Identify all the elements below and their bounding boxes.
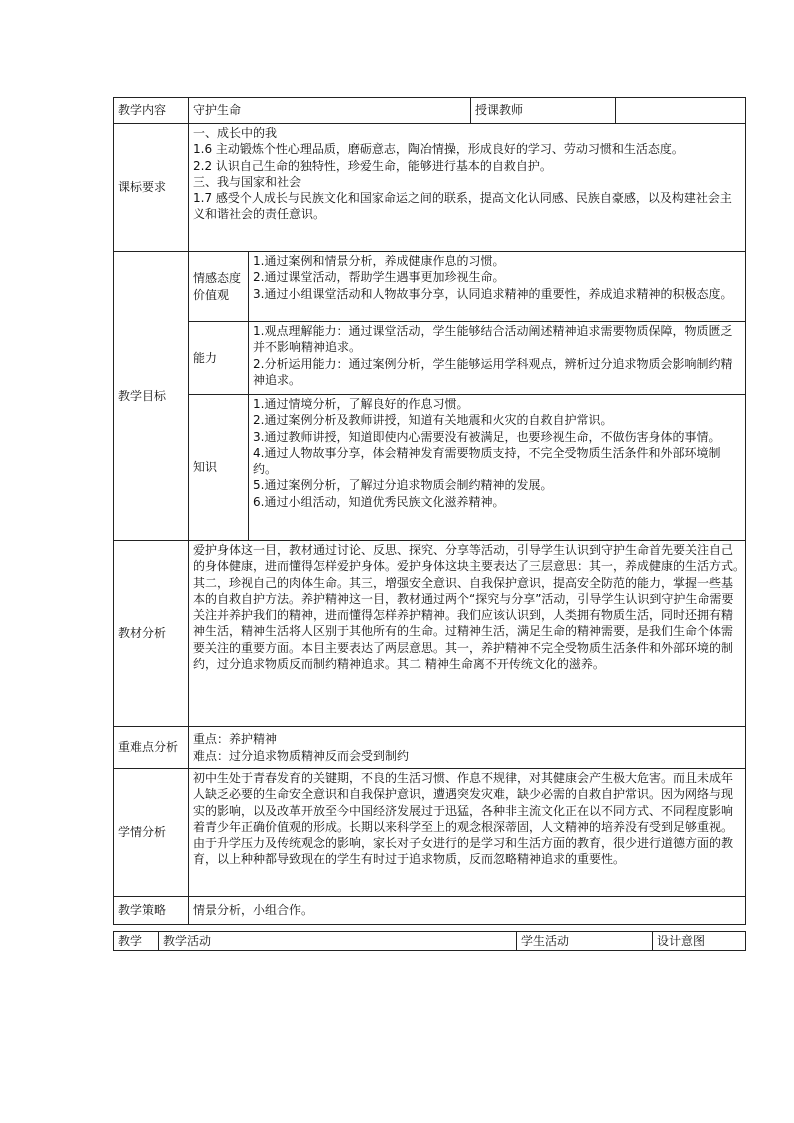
standards-line: 一、成长中的我 xyxy=(193,126,278,140)
ability-line: 1.观点理解能力：通过课堂活动，学生能够结合活动阐述精神追求需要物质保障，物质匮乏并不影响精神追求。 xyxy=(253,324,733,355)
label-students: 学情分析 xyxy=(114,769,189,897)
ability-cell xyxy=(249,322,746,395)
standards-cell xyxy=(189,124,746,252)
students-text: 初中生处于青春发育的关键期，不良的生活习惯、作息不规律，对其健康会产生极大危害。而且未成年人缺乏必要的生命安全意识和自我保护意识，遭遇突发灾难，缺少必需的自救自护常识。因为网络与现实的影响，以及改革开放至今中国经济发展过于迅猛，各种非主流文化正在以不同方式、不同程度影响着青少年正确价值观的形成。长期以来科学至上的观念根深蒂固，人文精神的培养没有受到足够重视。由于升学压力及传统观念的影响，家长对子女进行的是学习和生活方面的教育，很少进行道德方面的教育，以上种种都导致现在的学生有时过于追求物质，反而忽略精神追求的重要性。 xyxy=(189,769,746,897)
emotion-line: 3.通过小组课堂活动和人物故事分享，认同追求精神的重要性，养成追求精神的积极态度。 xyxy=(253,286,733,301)
goal-knowledge-row xyxy=(114,395,746,541)
students-row xyxy=(114,769,746,897)
header-row xyxy=(114,98,746,124)
keypoints-row xyxy=(114,727,746,769)
activity-header-table xyxy=(113,931,746,951)
keypoints-cell xyxy=(189,727,746,769)
knowledge-line: 5.通过案例分析，了解过分追求物质会制约精神的发展。 xyxy=(253,478,553,493)
difficult-point: 难点：过分追求物质精神反而会受到制约 xyxy=(193,748,410,763)
ability-line: 2.分析运用能力：通过案例分析，学生能够运用学科观点，辨析过分追求物质会影响制约精神追求。 xyxy=(253,356,733,387)
key-point: 重点：养护精神 xyxy=(193,732,278,747)
knowledge-line: 2.通过案例分析及教师讲授，知道有关地震和火灾的自救自护常识。 xyxy=(253,413,613,428)
label-ability: 能力 xyxy=(189,322,249,395)
label-material: 教材分析 xyxy=(114,541,189,727)
label-knowledge: 知识 xyxy=(189,395,249,541)
standards-row xyxy=(114,124,746,252)
label-content: 教学内容 xyxy=(114,98,189,124)
strategy-row xyxy=(114,897,746,925)
activity-header-row xyxy=(114,932,746,951)
standards-line: 1.6 主动锻炼个性心理品质，磨砺意志，陶冶情操，形成良好的学习、劳动习惯和生活态度。 xyxy=(193,142,684,157)
label-goals: 教学目标 xyxy=(114,252,189,541)
material-text: 爱护身体这一目，教材通过讨论、反思、探究、分享等活动，引导学生认识到守护生命首先要关注自己的身体健康，进而懂得怎样爱护身体。爱护身体这块主要表达了三层意思：其一，养成健康的生活方式。 其二，珍视自己的肉体生命。其三，增强安全意识、自我保护意识，提高安全防范的能力，掌握一些基本的自救自护方法。养护精神这一目，教材通过两个“探究与分享”活动，引导学生认识到守护生命需要关注并养护我们的精神，进而懂得怎样养护精神。我们应该认识到，人类拥有物质生活，同时还拥有精神生活，精神生活将人区别于其他所有的生命。过精神生活，满足生命的精神需要，是我们生命个体需要关注的重要方面。本目主要表达了两层意思。其一，养护精神不完全受物质生活条件和外部环境的制约，过分追求物质反而制约精神追求。其二 精神生命离不开传统文化的滋养。 xyxy=(189,541,746,727)
col-student-activity: 学生活动 xyxy=(517,932,653,951)
col-teaching: 教学 xyxy=(114,932,159,951)
knowledge-line: 1.通过情境分析，了解良好的作息习惯。 xyxy=(253,397,469,411)
goal-emotion-row xyxy=(114,252,746,322)
label-emotion: 情感态度价值观 xyxy=(189,252,249,322)
knowledge-line: 6.通过小组活动，知道优秀民族文化滋养精神。 xyxy=(253,494,505,509)
lesson-plan-table xyxy=(113,97,752,925)
knowledge-line: 3.通过教师讲授，知道即使内心需要没有被满足，也要珍视生命，不做伤害身体的事情。 xyxy=(253,429,721,444)
col-design-intent: 设计意图 xyxy=(653,932,746,951)
teacher-value xyxy=(616,98,746,124)
emotion-line: 1.通过案例和情景分析，养成健康作息的习惯。 xyxy=(253,254,505,268)
standards-line: 2.2 认识自己生命的独特性，珍爱生命，能够进行基本的自救自护。 xyxy=(193,158,552,173)
label-keypoints: 重难点分析 xyxy=(114,727,189,769)
standards-line: 三、我与国家和社会 xyxy=(193,174,302,189)
standards-line: 1.7 感受个人成长与民族文化和国家命运之间的联系，提高文化认同感、民族自豪感，以及构建社会主义和谐社会的责任意识。 xyxy=(193,191,732,222)
emotion-line: 2.通过课堂活动，帮助学生遇事更加珍视生命。 xyxy=(253,270,505,285)
knowledge-line: 4.通过人物故事分享，体会精神发育需要物质支持，不完全受物质生活条件和外部环境制约。 xyxy=(253,445,721,477)
knowledge-cell xyxy=(249,395,746,541)
strategy-text: 情景分析，小组合作。 xyxy=(189,897,746,925)
label-strategy: 教学策略 xyxy=(114,897,189,925)
material-row xyxy=(114,541,746,727)
col-teaching-activity: 教学活动 xyxy=(159,932,517,951)
label-teacher: 授课教师 xyxy=(471,98,616,124)
goal-ability-row xyxy=(114,322,746,395)
content-value: 守护生命 xyxy=(189,98,471,124)
emotion-cell xyxy=(249,252,746,322)
label-standards: 课标要求 xyxy=(114,124,189,252)
